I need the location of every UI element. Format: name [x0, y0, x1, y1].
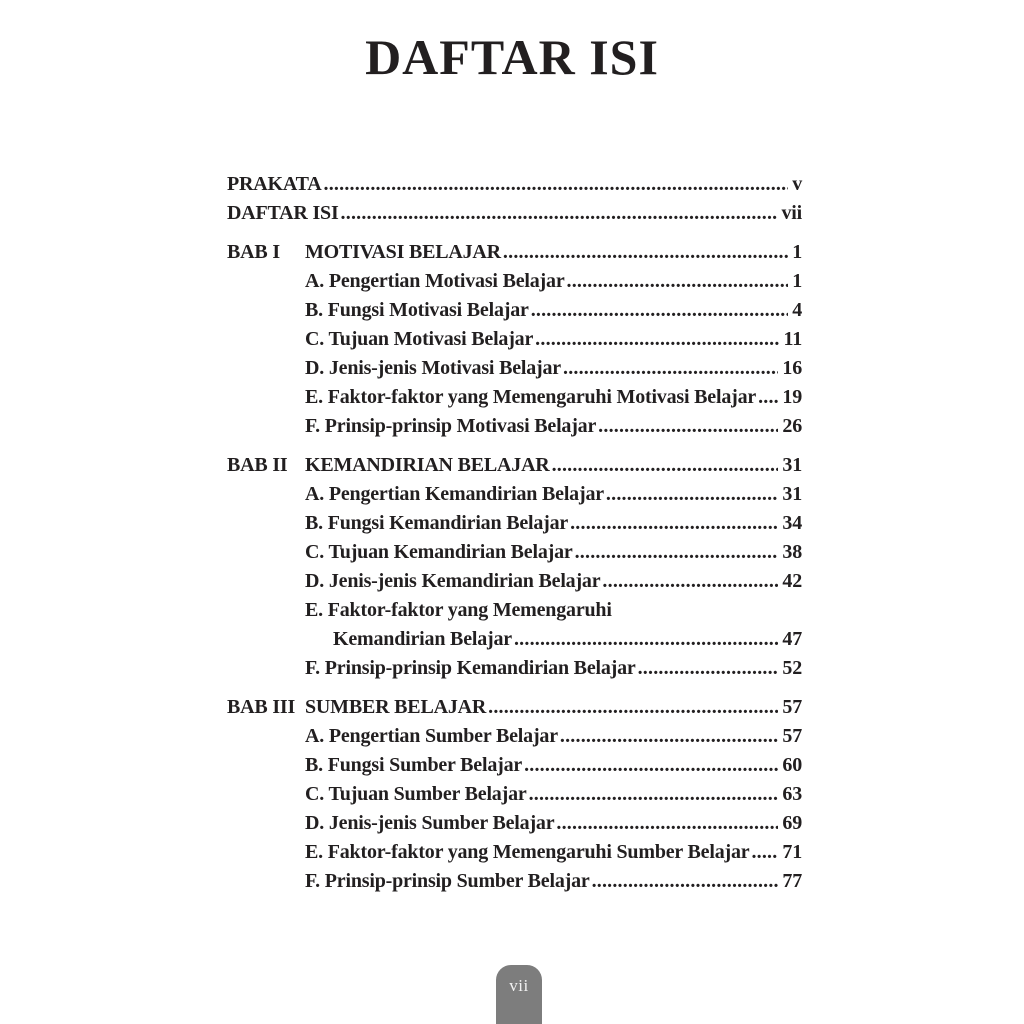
chapter-row-bab-2: [227, 451, 802, 480]
chapter-row-bab-1: [227, 238, 802, 267]
dot-leader: [751, 838, 778, 867]
toc-item-text: A. Pengertian Kemandirian Belajar: [305, 483, 604, 505]
toc-item: [227, 654, 802, 683]
toc-item-text: D. Jenis-jenis Sumber Belajar: [305, 812, 555, 834]
page-title: DAFTAR ISI: [365, 29, 659, 85]
toc-item: [227, 325, 802, 354]
toc-item-text: D. Jenis-jenis Kemandirian Belajar: [305, 570, 601, 592]
toc-item-page: 71: [782, 841, 802, 863]
chapter-title: MOTIVASI BELAJAR: [305, 241, 501, 263]
toc-item-page: 60: [782, 754, 802, 776]
toc-item-text: C. Tujuan Kemandirian Belajar: [305, 541, 573, 563]
toc-entry-label: DAFTAR ISI: [227, 202, 339, 224]
toc-entry-page: vii: [781, 202, 802, 224]
dot-leader: [514, 625, 778, 654]
toc-item-text: F. Prinsip-prinsip Kemandirian Belajar: [305, 657, 636, 679]
dot-leader: [758, 383, 778, 412]
table-of-contents: [227, 170, 802, 896]
toc-item-page: 1: [792, 270, 802, 292]
dot-leader: [531, 296, 789, 325]
toc-item-page: 11: [783, 328, 802, 350]
toc-item-text: B. Fungsi Sumber Belajar: [305, 754, 523, 776]
toc-item-page: 19: [782, 386, 802, 408]
dot-leader: [324, 170, 789, 199]
toc-entry-label: PRAKATA: [227, 173, 322, 195]
toc-item-text: B. Fungsi Kemandirian Belajar: [305, 512, 569, 534]
chapter-label: BAB II: [227, 454, 288, 476]
dot-leader: [602, 567, 778, 596]
toc-item-page: 77: [782, 870, 802, 892]
toc-item: [227, 412, 802, 441]
toc-item: [227, 383, 802, 412]
toc-item: [227, 751, 802, 780]
toc-item-page: 38: [782, 541, 802, 563]
toc-item-text: B. Fungsi Motivasi Belajar: [305, 299, 529, 321]
toc-item-wrapped-line1: [227, 596, 802, 625]
toc-item: [227, 509, 802, 538]
toc-item: [227, 267, 802, 296]
toc-item: [227, 838, 802, 867]
toc-item-text: E. Faktor-faktor yang Memengaruhi: [305, 599, 612, 621]
dot-leader: [563, 354, 778, 383]
toc-item-page: 57: [782, 725, 802, 747]
toc-item-page: 16: [782, 357, 802, 379]
toc-item-page: 52: [782, 657, 802, 679]
dot-leader: [488, 693, 778, 722]
toc-entry-daftar-isi: [227, 199, 802, 228]
dot-leader: [598, 412, 778, 441]
chapter-title: KEMANDIRIAN BELAJAR: [305, 454, 550, 476]
toc-item-text: E. Faktor-faktor yang Memengaruhi Sumber Belajar: [305, 841, 750, 863]
dot-leader: [341, 199, 778, 228]
toc-item-page: 26: [782, 415, 802, 437]
toc-item-text: D. Jenis-jenis Motivasi Belajar: [305, 357, 561, 379]
dot-leader: [529, 780, 779, 809]
dot-leader: [570, 509, 778, 538]
chapter-label: BAB III: [227, 696, 296, 718]
footer-page-tab: [496, 965, 542, 1024]
toc-item-page: 63: [782, 783, 802, 805]
toc-item: [227, 480, 802, 509]
toc-item-text: F. Prinsip-prinsip Motivasi Belajar: [305, 415, 597, 437]
toc-item: [227, 722, 802, 751]
toc-item-wrapped-line2: [227, 625, 802, 654]
dot-leader: [556, 809, 778, 838]
dot-leader: [503, 238, 788, 267]
dot-leader: [638, 654, 779, 683]
toc-item: [227, 867, 802, 896]
toc-item: [227, 809, 802, 838]
toc-item: [227, 354, 802, 383]
toc-item: [227, 780, 802, 809]
toc-entry-page: v: [792, 173, 802, 195]
dot-leader: [552, 451, 779, 480]
dot-leader: [524, 751, 778, 780]
dot-leader: [606, 480, 778, 509]
toc-item-text: C. Tujuan Motivasi Belajar: [305, 328, 534, 350]
dot-leader: [560, 722, 779, 751]
toc-item-text: F. Prinsip-prinsip Sumber Belajar: [305, 870, 590, 892]
toc-item: [227, 567, 802, 596]
chapter-page: 1: [792, 241, 802, 263]
chapter-title: SUMBER BELAJAR: [305, 696, 487, 718]
toc-entry-prakata: [227, 170, 802, 199]
footer-page-number: vii: [509, 976, 529, 995]
toc-item-page: 31: [782, 483, 802, 505]
toc-item-page: 42: [782, 570, 802, 592]
toc-item-text: C. Tujuan Sumber Belajar: [305, 783, 527, 805]
toc-item-page: 34: [782, 512, 802, 534]
toc-item-page: 69: [782, 812, 802, 834]
dot-leader: [535, 325, 779, 354]
toc-item: [227, 538, 802, 567]
chapter-row-bab-3: [227, 693, 802, 722]
toc-item-page: 4: [792, 299, 802, 321]
dot-leader: [567, 267, 789, 296]
toc-item: [227, 296, 802, 325]
toc-item-text: E. Faktor-faktor yang Memengaruhi Motivasi Belajar: [305, 386, 757, 408]
toc-item-text: Kemandirian Belajar: [333, 628, 512, 650]
chapter-page: 31: [782, 454, 802, 476]
toc-item-text: A. Pengertian Motivasi Belajar: [305, 270, 565, 292]
chapter-page: 57: [782, 696, 802, 718]
dot-leader: [592, 867, 779, 896]
toc-item-page: 47: [782, 628, 802, 650]
toc-item-text: A. Pengertian Sumber Belajar: [305, 725, 558, 747]
chapter-label: BAB I: [227, 241, 280, 263]
dot-leader: [575, 538, 779, 567]
